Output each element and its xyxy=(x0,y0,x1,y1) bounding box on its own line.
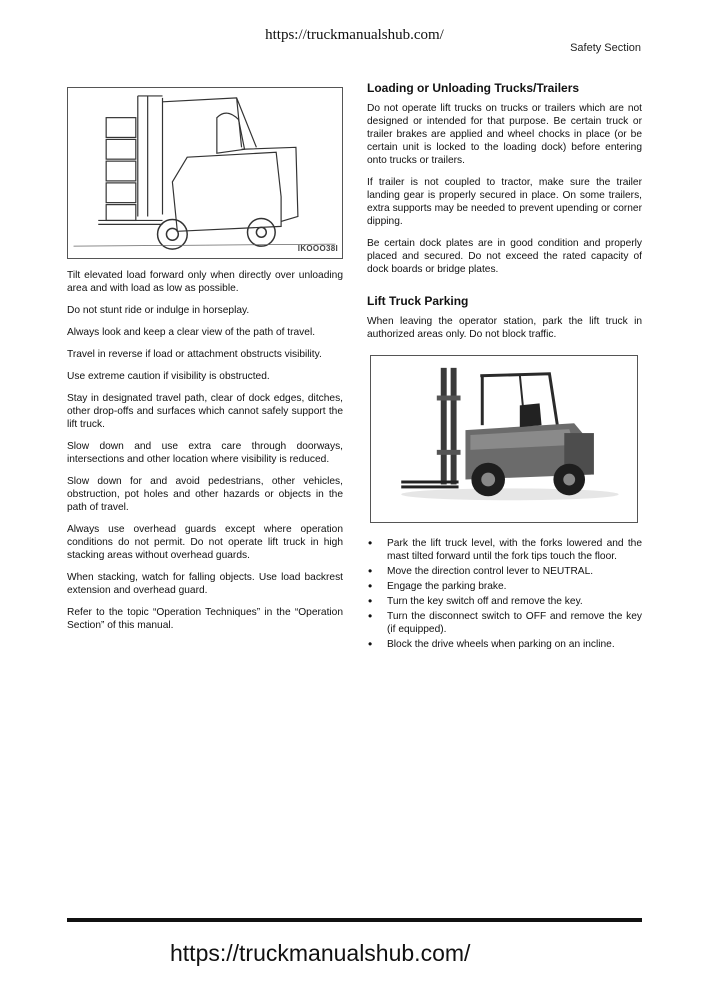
forklift-line-drawing xyxy=(67,87,343,259)
paragraph: Do not operate lift trucks on trucks or trailers which are not designed or intended for that purpose. Be certain truck or trailer brakes are applied and wheel chocks in place (or be certain unit is locked to the loading dock) before entering onto trucks or trailers. xyxy=(367,103,642,166)
right-column xyxy=(367,81,642,653)
parking-heading: Lift Truck Parking xyxy=(367,294,469,308)
list-item: • Move the direction control lever to NEUTRAL. xyxy=(367,565,642,578)
paragraph: Refer to the topic “Operation Techniques” in the “Operation Section” of this manual. xyxy=(67,607,343,631)
paragraph: Be certain dock plates are in good condition and properly placed and secured. Do not exceed the rated capacity of dock boards or bridge plates. xyxy=(367,238,642,275)
paragraph: Always look and keep a clear view of the path of travel. xyxy=(67,327,316,338)
forklift-photo-svg xyxy=(371,356,637,522)
paragraph: When stacking, watch for falling objects. Use load backrest extension and overhead guard. xyxy=(67,572,343,596)
parking-intro: When leaving the operator station, park the lift truck in authorized areas only. Do not block traffic. xyxy=(367,316,642,340)
list-item: • Turn the key switch off and remove the key. xyxy=(367,595,642,608)
loading-heading: Loading or Unloading Trucks/Trailers xyxy=(367,81,580,95)
paragraph: Travel in reverse if load or attachment obstructs visibility. xyxy=(67,349,322,360)
header-url: https://truckmanualshub.com/ xyxy=(265,27,444,43)
forklift-drawing-svg xyxy=(68,88,342,258)
list-item: • Park the lift truck level, with the forks lowered and the mast tilted forward until the fork tips touch the floor. xyxy=(367,537,642,563)
list-item: • Block the drive wheels when parking on an incline. xyxy=(367,638,642,651)
figure-code: IKOOO38I xyxy=(297,244,338,253)
paragraph: Stay in designated travel path, clear of dock edges, ditches, other drop-offs and surfaces which cannot safely support the lift truck. xyxy=(67,393,343,430)
paragraph: Use extreme caution if visibility is obstructed. xyxy=(67,371,270,382)
section-label: Safety Section xyxy=(570,42,641,54)
footer-url[interactable]: https://truckmanualshub.com/ xyxy=(170,940,471,966)
paragraph: Slow down for and avoid pedestrians, other vehicles, obstruction, pot holes and other hazards or objects in the path of travel. xyxy=(67,476,343,513)
list-item: • Turn the disconnect switch to OFF and remove the key (if equipped). xyxy=(367,610,642,636)
paragraph: If trailer is not coupled to tractor, make sure the trailer landing gear is properly secured in place. On some trailers, extra supports may be needed to prevent upending or corner dipping. xyxy=(367,177,642,227)
paragraph: Tilt elevated load forward only when directly over unloading area and with load as low as possible. xyxy=(67,270,343,294)
forklift-photo xyxy=(370,355,638,523)
paragraph: Always use overhead guards except where operation conditions do not permit. Do not operate lift truck in high stacking areas without overhead guards. xyxy=(67,524,343,561)
left-column xyxy=(67,87,343,641)
paragraph: Do not stunt ride or indulge in horseplay. xyxy=(67,305,250,316)
list-item: • Engage the parking brake. xyxy=(367,580,642,593)
paragraph: Slow down and use extra care through doorways, intersections and other location where visibility is reduced. xyxy=(67,441,343,465)
parking-steps-list xyxy=(367,537,642,651)
footer-rule xyxy=(67,918,642,922)
